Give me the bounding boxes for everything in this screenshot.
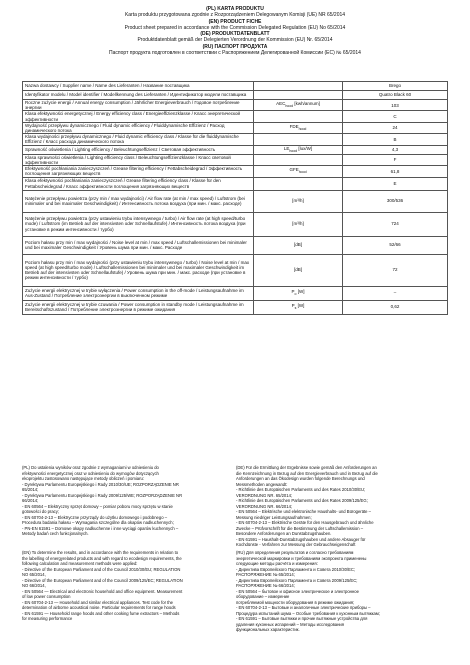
spec-row (23, 91, 448, 100)
spec-symbol (254, 111, 343, 122)
note-line: - Dyrektywa Parlamentu Europejskiego i Rady 2009/125/WE; ROZPORZĄDZENIE NR (22, 492, 183, 498)
spec-symbol (254, 300, 343, 314)
notes-pl (22, 465, 230, 537)
spec-description: Poziom hałasu przy min / max wydajności / Noise level at min / max speed / Luftschallemissionen bei minimaler und bei maximaler Geschwindigkeit / Уровень шума при мин. / макс. Расходе (23, 236, 254, 254)
spec-value: 724 (343, 212, 448, 236)
note-line: - EN 50564 – Elektrische und elektronische Haushalts- und Bürogeräte – (236, 509, 372, 514)
spec-value: F (343, 154, 448, 165)
de-title: (DE) PRODUKTDATENBLATT (200, 31, 270, 38)
note-line: функциональных характеристик. (236, 627, 300, 632)
spec-symbol (254, 100, 343, 111)
spec-symbol-subscript: o (294, 291, 297, 296)
note-line: of low power consumption (22, 594, 71, 599)
spec-value: 0,62 (343, 300, 448, 314)
spec-row (23, 212, 448, 236)
spec-value: 61,8 (343, 166, 448, 177)
note-line: - Richtlinie des Europäischen Parlaments und des Rates 2010/30/EU; (236, 487, 366, 492)
note-line: Messmethoden angewandt: (236, 481, 288, 487)
spec-row (23, 122, 448, 133)
note-line: оборудование – измерение (236, 594, 290, 599)
spec-row (23, 166, 448, 177)
spec-symbol-main: GFE (289, 167, 299, 173)
note-line: ekoprojektu zastosowano następujące metody obliczeń i pomiaru: (22, 476, 144, 481)
spec-symbol (254, 122, 343, 133)
spec-symbol (254, 166, 343, 177)
spec-value: 72 (343, 254, 448, 286)
spec-value: – (343, 286, 448, 300)
note-line: РАСПОРЯЖЕНИЕ № 65/2014; (236, 572, 295, 577)
note-line: - EN 50564 – бытовое и офисное электрическое и электронное (236, 588, 359, 594)
note-line: VERORDNUNG NR. 66/2014; (236, 503, 293, 509)
notes-ru (236, 550, 444, 633)
spec-row (23, 82, 448, 91)
note-line: Procedura badania hałasu – Wymagania szczególne dla okapów nadkuchennych; (22, 520, 174, 525)
spec-symbol (254, 134, 343, 145)
note-line: - Directive of the European Parliament and of the Council 2010/30/EU; REGULATION (22, 566, 181, 572)
note-line: - Directive of the European Parliament and of the Council 2009/125/EC; REGULATION (22, 577, 183, 583)
spec-symbol-subscript: s (294, 305, 297, 310)
pl-title: (PL) KARTA PRODUKTU (206, 6, 264, 12)
spec-symbol (254, 177, 343, 190)
note-line: the labelling of energyrelated products and with regard to ecodesign requirements, the (22, 555, 182, 561)
note-line: - Директива Европейского Парламента и Совета 2010/30/ЕС; (236, 566, 356, 572)
spec-value: C (343, 111, 448, 122)
note-line: - EN 60704-2-13 – Бытовые и аналогичные электрические приборы – (236, 605, 371, 610)
note-line: Kochdünste - Verfahren zur Messung der Gebrauchseigenschaft (236, 542, 356, 547)
note-line: - EN 60704-2-13 — Household and similar electrical appliances. Test code for the (22, 599, 173, 605)
note-line: Metody badań cech funkcjonalnych. (22, 531, 89, 536)
note-line: efektywności energetycznej oraz w odniesieniu do wymogów dotyczących (22, 470, 159, 476)
spec-symbol (254, 82, 343, 91)
spec-description: Natężenie przepływu powietrza (przy min / max wydajności) / Air flow rate (at min / max speed) / Luftstrom (bei minimaler und bei maximaler Geschwindigkeit) / Интенсивность потока воздуха (при мин. / макс. расходе) (23, 190, 254, 212)
note-line: следующие методы расчёта и измерения: (236, 561, 318, 566)
spec-symbol (254, 91, 343, 100)
spec-description: Klasa efektywności pochłaniania zanieczyszczeń / Grease filtering efficiency class / Klasse für den Fettabscheidegrad / Класс эффективности поглощения загрязняющих веществ (23, 177, 254, 190)
note-line: - EN 61591 – Haushalt-Dunstabzugshauben und andere Absauger für (236, 536, 366, 542)
note-line: (DE) Für die Ermittlung der Ergebnisse sowie gemäß den Anforderungen an (236, 465, 377, 470)
spec-value: Brego (343, 82, 448, 91)
spec-value: Quatro Black 60 (343, 91, 448, 100)
spec-symbol-subscript: hood (298, 126, 307, 131)
note-line: Messung niedriger Leistungsaufnahmen; (236, 514, 312, 520)
en-subtitle: Product sheet prepared in accordance with the Commission Delegated Regulation (EU) No 65/2014 (124, 24, 346, 31)
pl-subtitle: Karta produktu przygotowana zgodnie z Rozporządzeniem Delegowanym Komisji (UE) NR 65/2014 (124, 12, 346, 19)
spec-row (23, 145, 448, 154)
note-line: (EN) To determine the results, and in accordance with the requirements in relation to (22, 550, 179, 555)
spec-description: Natężenie przepływu powietrza (przy ustawieniu trybu intensywnego / turbo) / Air flow rate (at high speed/turbo mode) / Luftstrom (im Betrieb auf der intensivsten oder Schnellaufstufe) / Интенсивность потока воздуха (при установке в режим интенсивности / турбо) (23, 212, 254, 236)
spec-symbol (254, 212, 343, 236)
spec-symbol-main: [m³/h] (292, 221, 304, 227)
note-line: 66/2014; (22, 498, 39, 503)
spec-symbol-unit: [lux/W] (297, 145, 313, 151)
note-line: удаления кухонных испарений – Методы исследования (236, 621, 345, 627)
spec-value: 103 (343, 100, 448, 111)
spec-symbol-main: LE (283, 145, 290, 151)
spec-symbol-main: [m³/h] (292, 198, 304, 204)
spec-description: Roczne zużycie energii / Annual energy consumption / Jährlicher Energieverbrauch / Годовое потребление энергии (23, 100, 254, 111)
notes-de (236, 465, 444, 548)
spec-value: E (343, 177, 448, 190)
note-line: Anforderungen an das Ökodesign wurden folgende Berechnungs und (236, 476, 365, 481)
specification-table (22, 81, 448, 315)
note-line: determination of airborne acoustical noise. Particular requirements for range hoods (22, 605, 176, 610)
note-line: - EN 50564 — Electrical and electronic household and office equipment. Measurement (22, 588, 183, 594)
note-line: - EN 61591 — Household range hoods and other cooking fume extractors – Methods (22, 610, 180, 616)
spec-symbol (254, 286, 343, 300)
spec-value: 24 (343, 122, 448, 133)
spec-row (23, 254, 448, 286)
en-title: (EN) PRODUCT FICHE (208, 18, 262, 25)
note-line: NO 66/2014, (22, 583, 46, 588)
note-line: Процедура испытаний шума – Особые требования к кухонным вытяжкам; (236, 610, 380, 616)
spec-symbol (254, 190, 343, 212)
note-line: NO 65/2014, (22, 572, 46, 577)
note-line: потребляемой мощности оборудования в режиме ожидания; (236, 599, 355, 605)
spec-symbol-subscript: hood (285, 104, 294, 109)
spec-symbol-main: [dB] (293, 267, 302, 273)
spec-row (23, 154, 448, 165)
note-line: (PL) Do ustalenia wyników oraz zgodnie z wymaganiami w odniesieniu do (22, 465, 159, 470)
note-line: 65/2014; (22, 487, 39, 492)
note-line: энергетической маркировки и требованиям экопроекта применены (236, 555, 367, 561)
spec-symbol-main: [dB] (293, 242, 302, 248)
ru-title: (RU) ПАСПОРТ ПРОДУКТА (202, 43, 268, 50)
spec-symbol (254, 154, 343, 165)
spec-row (23, 177, 448, 190)
note-line: - EN 60704-2-13 – Elektrische Geräte für den Hausgebrauch und ähnliche (236, 520, 374, 525)
spec-row (23, 236, 448, 254)
note-line: - Richtlinie des Europäischen Parlaments und des Rates 2009/125/EG; (236, 498, 368, 503)
spec-symbol-unit: [W] (296, 302, 305, 308)
spec-description: Zużycie energii elektrycznej w trybie czuwania / Power consumption in standby mode / Leistungsaufnahme im Bereitschaftszustand / Потребление электроэнергии в режиме ожидания (23, 300, 254, 314)
spec-description: Klasa wydajności przepływu dynamicznego / Fluid dynamic efficiency class / Klasse für die fluiddynamische Effizienz / Класс расхода динамического потока (23, 134, 254, 145)
note-line: (RU) Для определения результатов и согласно требованиям (236, 550, 354, 555)
spec-symbol-main: AEC (276, 101, 286, 107)
spec-symbol-subscript: hood (298, 170, 307, 175)
note-line: - Директива Европейского Парламента и Совета 2009/125/ЕС; (236, 577, 358, 583)
note-line: gotowości do pracy; (22, 509, 60, 514)
note-line: following calculation and measurement methods were applied: (22, 561, 138, 566)
spec-description: Identyfikator modelu / Model identifier / Modellkennung des Lieferanten / Идентификатор модели поставщика (23, 91, 254, 100)
spec-symbol (254, 236, 343, 254)
note-line: die Kennzeichnung in Bezug auf den Energieverbrauch und in Bezug auf die (236, 470, 378, 476)
note-line: РАСПОРЯЖЕНИЕ № 66/2014; (236, 583, 295, 588)
spec-row (23, 190, 448, 212)
note-line: - EN 60564 – Elektryczny sprzęt domowy – pomiar poboru mocy sprzętu w stanie (22, 503, 173, 509)
document-header (0, 0, 470, 56)
spec-row (23, 111, 448, 122)
note-line: - EN 60704-2-13 – Elektryczne przyrządy do użytku domowego i podobnego – (22, 514, 168, 520)
note-line: Besondere Anforderungen an Dunstabzugshauben. (236, 531, 332, 536)
spec-description: Klasa sprawności oświetlenia / Lighting efficiency class / Beleuchtungseffizienzklasse / Класс световой эффективности (23, 154, 254, 165)
spec-row (23, 100, 448, 111)
notes-en (22, 550, 230, 622)
spec-symbol-unit: [kwh/annum] (293, 101, 320, 107)
spec-symbol-main: FDE (289, 123, 299, 129)
ru-subtitle: Паспорт продукта подготовлен в соответствии с Распоряжением Делегированной Комиссии (ЕС) № 65/2014 (109, 50, 361, 57)
note-line: Zwecke – Prüfvorschrift für die Bestimmung der Luftschallemission – (236, 525, 364, 531)
spec-row (23, 286, 448, 300)
spec-description: Klasa efektywności energetycznej / Energy efficiency class / Energieeffizienzklasse / Класс энергетической эффективности (23, 111, 254, 122)
note-line: for measuring performance (22, 616, 73, 621)
spec-description: Poziom hałasu przy min / max wydajności (przy ustawieniu trybu intensywnego / turbo) / Noise level at min / max speed (at high speed/turbo mode) / Luftschallemissionen bei minimaler und bei maximaler Geschwindigkeit im Betrieb auf der intensivsten oder Schnellaufstufe) / Уровень шума при мин. / макс. расходе (при установке в режим интенсивности / турбо) (23, 254, 254, 286)
spec-description: Wydajność przepływu dynamicznego / Fluid dynamic efficiency / Fluiddynamische Effizienz / Расход динамического потока (23, 122, 254, 133)
spec-symbol-main: P (291, 302, 295, 308)
spec-value: 52/66 (343, 236, 448, 254)
note-line: VERORDNUNG NR. 65/2014; (236, 492, 293, 498)
spec-symbol-subscript: hood (289, 148, 298, 153)
spec-row (23, 300, 448, 314)
de-subtitle: Produktdatenblatt gemäß der Delegierten Verordnung der Kommission (EU) Nr. 65/2014 (137, 37, 333, 44)
spec-description: Efektywność pochłaniania zanieczyszczeń / Grease filtering efficiency / Fettabscheidegrad / Эффективность поглощения загрязняющих веществ (23, 166, 254, 177)
spec-symbol (254, 254, 343, 286)
spec-description: Sprawność oświetlenia / Lighting efficiency / Beleuchtungseffizienz / Световая эффективность (23, 145, 254, 154)
spec-description: Zużycie energii elektrycznej w trybie wyłączenia / Power consumption in the off-mode / Leistungsaufnahme im Aus-Zustand / Потребление электроэнергии в выключенном режиме (23, 286, 254, 300)
spec-value: 4,3 (343, 145, 448, 154)
spec-description: Nazwa dostawcy / Supplier name / Name des Lieferanten / Название поставщика (23, 82, 254, 91)
spec-value: 300/536 (343, 190, 448, 212)
note-line: - PN-EN 61591 – Domowe okapy nadkuchenne i inne wyciągi oparów kuchennych – (22, 525, 179, 531)
spec-symbol-unit: [W] (296, 288, 305, 294)
spec-value: B (343, 134, 448, 145)
note-line: - Dyrektywa Parlamentu Europejskiego i Rady 2010/30/UE; ROZPORZĄDZENIE NR (22, 481, 179, 487)
note-line: - EN 61591 – Бытовые вытяжки и прочие вытяжные устройства для (236, 616, 368, 621)
spec-symbol-main: P (291, 288, 295, 294)
spec-row (23, 134, 448, 145)
spec-symbol (254, 145, 343, 154)
